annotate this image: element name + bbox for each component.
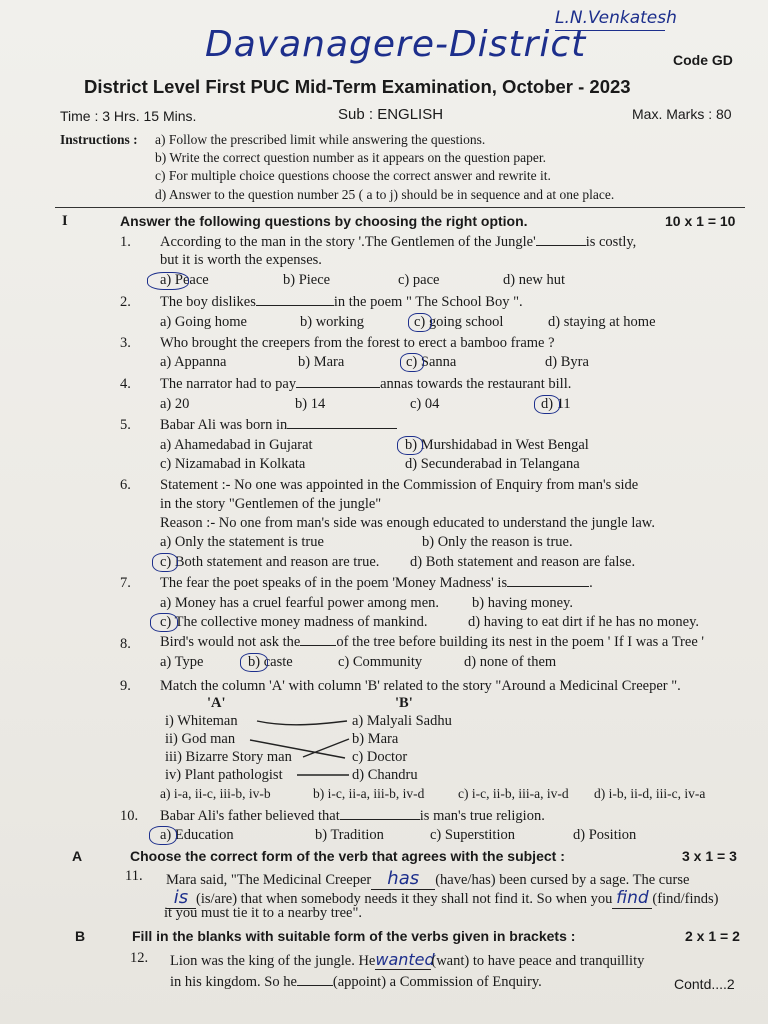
option-d: d) none of them — [464, 654, 557, 670]
blank-line — [256, 305, 334, 306]
question-text-part: (find/finds) — [652, 891, 719, 907]
statement-text: Statement :- No one was appointed in the Commission of Enquiry from man's side — [160, 477, 639, 493]
option-a: a) Going home — [160, 314, 247, 330]
option-c: c) i-c, ii-b, iii-a, iv-d — [458, 786, 569, 801]
question-text-part: The boy dislikes — [160, 294, 256, 310]
section-heading: Choose the correct form of the verb that agrees with the subject : — [130, 848, 565, 864]
option-c: c) Both statement and reason are true. — [160, 554, 380, 570]
question-text-part: . — [589, 575, 593, 591]
section-letter: B — [75, 928, 86, 944]
max-marks: Max. Marks : 80 — [632, 106, 732, 122]
question-text — [160, 634, 704, 651]
question-text — [160, 417, 397, 434]
column-b-item: b) Mara — [352, 731, 399, 747]
question-text-part: (have/has) been cursed by a sage. The curse — [435, 872, 690, 888]
column-a-heading: 'A' — [207, 695, 226, 711]
question-text-part: annas towards the restaurant bill. — [380, 376, 572, 392]
handwritten-district: Davanagere-District — [205, 24, 587, 65]
option-a: a) Appanna — [160, 354, 227, 370]
option-b: b) Mara — [298, 354, 345, 370]
option-c: c) Sanna — [406, 354, 457, 370]
instruction-b: b) Write the correct question number as it appears on the question paper. — [155, 150, 546, 165]
section-marks: 3 x 1 = 3 — [682, 848, 737, 864]
option-d: d) new hut — [503, 272, 566, 288]
option-b: b) Murshidabad in West Bengal — [405, 437, 589, 453]
option-d: d) staying at home — [548, 314, 656, 330]
question-number: 1. — [120, 234, 131, 250]
question-text: Match the column 'A' with column 'B' related to the story "Around a Medicinal Creeper ". — [160, 678, 681, 694]
question-text-part: The fear the poet speaks of in the poem 'Money Madness' is — [160, 575, 508, 591]
option-b: b) 14 — [295, 396, 326, 412]
question-number: 12. — [130, 950, 149, 966]
question-text-part: is man's true religion. — [419, 808, 545, 824]
option-b: b) caste — [248, 654, 293, 670]
instruction-a: a) Follow the prescribed limit while answering the questions. — [155, 132, 486, 147]
question-text — [160, 575, 593, 592]
answer-mark — [397, 436, 423, 455]
question-text-line2: but it is worth the expenses. — [160, 252, 322, 268]
option-a: a) i-a, ii-c, iii-b, iv-b — [160, 786, 271, 801]
instructions-label: Instructions : — [60, 132, 138, 147]
question-number: 2. — [120, 294, 131, 310]
question-text-part: Bird's would not ask the — [160, 634, 301, 650]
option-d: d) Byra — [545, 354, 589, 370]
option-b: b) working — [300, 314, 365, 330]
continued-note: Contd....2 — [674, 976, 735, 992]
section-marks: 10 x 1 = 10 — [665, 213, 736, 229]
option-b: b) having money. — [472, 595, 573, 611]
answer-mark — [408, 313, 432, 332]
answer-mark — [534, 395, 560, 414]
blank-line — [536, 245, 586, 246]
blank-line — [507, 586, 589, 587]
answer-mark — [152, 553, 178, 572]
option-b: b) Piece — [283, 272, 331, 288]
question-text — [160, 808, 545, 825]
instruction-d: d) Answer to the question number 25 ( a to j) should be in sequence and at one place. — [155, 187, 615, 202]
option-b: b) Tradition — [315, 827, 384, 843]
section-marks: 2 x 1 = 2 — [685, 928, 740, 944]
handwritten-answer: wanted — [375, 950, 435, 969]
option-c: c) Nizamabad in Kolkata — [160, 456, 306, 472]
blank-line — [340, 819, 420, 820]
section-letter: A — [72, 848, 83, 864]
question-text-part: According to the man in the story '.The Gentlemen of the Jungle' — [160, 234, 536, 250]
paper-code: Code GD — [673, 52, 733, 68]
question-text-line2 — [170, 974, 542, 991]
question-text-line3: it you must tie it to a nearby tree". — [164, 905, 362, 921]
column-b-item: c) Doctor — [352, 749, 408, 765]
question-text-part: Babar Ali's father believed that — [160, 808, 340, 824]
question-number: 7. — [120, 575, 131, 591]
exam-subject: Sub : ENGLISH — [338, 106, 444, 123]
question-text — [160, 234, 636, 251]
exam-time: Time : 3 Hrs. 15 Mins. — [60, 108, 197, 124]
option-a: a) Ahamedabad in Gujarat — [160, 437, 313, 453]
question-text-part: Mara said, "The Medicinal Creeper — [166, 872, 372, 888]
option-d: d) Position — [573, 827, 637, 843]
column-a-item: ii) God man — [165, 731, 236, 747]
handwritten-answer: is — [166, 887, 196, 909]
handwritten-answer: has — [371, 868, 435, 890]
option-a: a) Peace — [160, 272, 209, 288]
option-c: c) pace — [398, 272, 440, 288]
blank-line — [296, 387, 380, 388]
question-text-part: Lion was the king of the jungle. He — [170, 953, 376, 969]
option-b: b) Only the reason is true. — [422, 534, 573, 550]
question-text-part: of the tree before building its nest in the poem ' If I was a Tree ' — [336, 634, 704, 650]
question-number: 10. — [120, 808, 139, 824]
question-text — [170, 950, 644, 970]
column-b-item: d) Chandru — [352, 767, 418, 783]
option-a: a) Type — [160, 654, 204, 670]
answer-mark — [149, 826, 177, 845]
question-number: 9. — [120, 678, 131, 694]
question-text — [160, 376, 571, 393]
match-line — [257, 721, 347, 725]
handwritten-answer: find — [612, 888, 652, 909]
option-a: a) Money has a cruel fearful power among men. — [160, 595, 440, 611]
option-d: d) having to eat dirt if he has no money. — [468, 614, 700, 630]
blank-line — [297, 985, 333, 986]
question-number: 8. — [120, 636, 131, 652]
option-a: a) Education — [160, 827, 234, 843]
column-a-item: iii) Bizarre Story man — [165, 749, 292, 765]
header-divider — [55, 207, 745, 208]
option-d: d) 11 — [541, 396, 571, 412]
option-d: d) Secunderabad in Telangana — [405, 456, 580, 472]
option-a: a) 20 — [160, 396, 190, 412]
option-c: c) going school — [414, 314, 504, 330]
option-b: b) i-c, ii-a, iii-b, iv-d — [313, 786, 425, 801]
section-heading: Answer the following questions by choosing the right option. — [120, 213, 528, 229]
option-d: d) i-b, ii-d, iii-c, iv-a — [594, 786, 706, 801]
answer-mark — [150, 613, 178, 632]
answer-mark — [147, 272, 189, 290]
column-b-heading: 'B' — [395, 695, 413, 711]
option-c: c) Community — [338, 654, 423, 670]
instruction-c: c) For multiple choice questions choose the correct answer and rewrite it. — [155, 168, 551, 183]
answer-mark — [400, 353, 424, 372]
statement-text-line2: in the story "Gentlemen of the jungle" — [160, 496, 382, 512]
question-number: 5. — [120, 417, 131, 433]
question-text-part: is costly, — [585, 234, 637, 250]
question-text-part: (appoint) a Commission of Enquiry. — [332, 974, 542, 990]
question-number: 4. — [120, 376, 131, 392]
section-heading: Fill in the blanks with suitable form of the verbs given in brackets : — [132, 928, 576, 944]
question-text-part: The narrator had to pay — [160, 376, 297, 392]
question-text-part: (want) to have peace and tranquillity — [431, 953, 645, 969]
option-c: c) Superstition — [430, 827, 515, 843]
question-text-part: in his kingdom. So he — [170, 974, 297, 990]
option-a: a) Only the statement is true — [160, 534, 324, 550]
blank-line — [300, 645, 336, 646]
exam-title: District Level First PUC Mid-Term Examination, October - 2023 — [84, 76, 631, 97]
reason-text: Reason :- No one from man's side was enough educated to understand the jungle law. — [160, 515, 655, 531]
question-number: 3. — [120, 335, 131, 351]
question-text: Who brought the creepers from the forest to erect a bamboo frame ? — [160, 335, 555, 351]
question-number: 11. — [125, 868, 143, 884]
option-d: d) Both statement and reason are false. — [410, 554, 636, 570]
section-roman: I — [62, 213, 68, 229]
match-line — [250, 740, 345, 758]
answer-mark — [240, 653, 268, 672]
match-lines — [245, 713, 365, 783]
option-c: c) The collective money madness of mankind. — [160, 614, 428, 630]
question-text — [160, 294, 523, 311]
question-text-part: Babar Ali was born in — [160, 417, 288, 433]
option-c: c) 04 — [410, 396, 440, 412]
question-text-part: in the poem " The School Boy ". — [333, 294, 523, 310]
column-a-item: iv) Plant pathologist — [165, 767, 283, 783]
column-a-item: i) Whiteman — [165, 713, 238, 729]
question-number: 6. — [120, 477, 131, 493]
question-text-part: (is/are) that when somebody needs it they shall not find it. So when you — [196, 891, 613, 907]
column-b-item: a) Malyali Sadhu — [352, 713, 452, 729]
handwritten-signature: L.N.Venkatesh — [555, 8, 677, 28]
blank-line — [287, 428, 397, 429]
